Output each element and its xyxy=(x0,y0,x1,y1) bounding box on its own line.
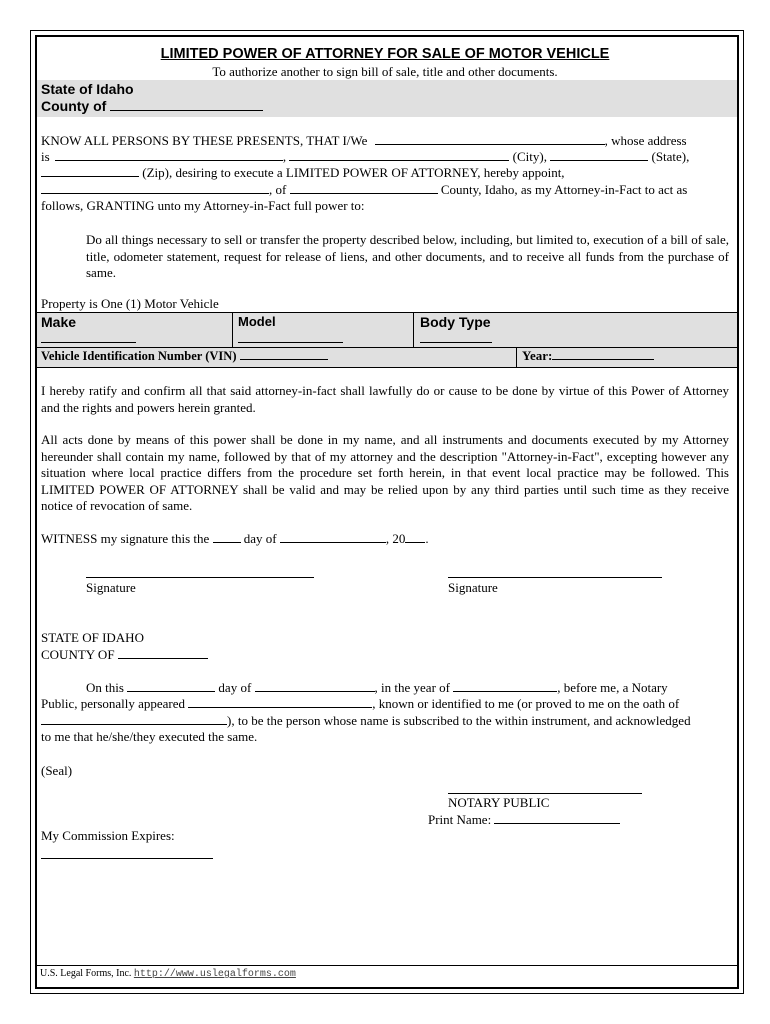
notary-county-field[interactable] xyxy=(41,647,208,663)
witness-day-blank[interactable] xyxy=(213,531,241,543)
table-bottom-rule xyxy=(37,367,737,368)
notary-line-4: to me that he/she/they executed the same. xyxy=(41,729,258,744)
signature-line-right[interactable] xyxy=(448,577,662,578)
vin-blank[interactable] xyxy=(240,348,328,360)
intro-line-5: follows, GRANTING unto my Attorney-in-Fact full power to: xyxy=(41,198,365,213)
intro-text-1b: , whose address xyxy=(604,133,687,148)
witness-text-a: WITNESS my signature this the xyxy=(41,531,210,546)
zip-blank[interactable] xyxy=(41,165,139,177)
document-title: LIMITED POWER OF ATTORNEY FOR SALE OF MOTOR VEHICLE xyxy=(160,46,610,62)
footer-url-link[interactable]: http://www.uslegalforms.com xyxy=(133,969,296,980)
notary-line-3 xyxy=(41,713,691,729)
oath-name-blank[interactable] xyxy=(41,713,227,725)
state-label: State of Idaho xyxy=(41,81,134,97)
year-field[interactable] xyxy=(522,348,654,364)
seal-label: (Seal) xyxy=(41,763,73,778)
county-blank[interactable] xyxy=(110,99,263,111)
property-label: Property is One (1) Motor Vehicle xyxy=(41,296,219,311)
county-label: County of xyxy=(41,98,107,114)
vin-label: Vehicle Identification Number (VIN) xyxy=(41,349,237,363)
model-label: Model xyxy=(238,314,276,329)
intro-line-2 xyxy=(41,149,689,165)
attorney-county-blank[interactable] xyxy=(290,182,438,194)
witness-month-blank[interactable] xyxy=(280,531,386,543)
intro-text-3a: (Zip), desiring to execute a LIMITED POWER OF ATTORNEY, hereby appoint, xyxy=(142,165,565,180)
table-divider-1 xyxy=(232,312,233,347)
notary-state: STATE OF IDAHO xyxy=(41,630,144,645)
footer xyxy=(40,968,296,980)
intro-text-4b: County, Idaho, as my Attorney-in-Fact to act as xyxy=(440,182,688,197)
intro-text-2b: , xyxy=(282,149,287,164)
notary-signature-line[interactable] xyxy=(448,793,642,794)
notary-day-blank[interactable] xyxy=(127,680,215,692)
signature-label-right: Signature xyxy=(448,580,498,595)
notary-line-2 xyxy=(41,696,679,712)
witness-year-blank[interactable] xyxy=(405,531,425,543)
intro-text-1a: KNOW ALL PERSONS BY THESE PRESENTS, THAT I/We xyxy=(41,133,368,148)
ratify-paragraph: I hereby ratify and confirm all that said attorney-in-fact shall lawfully do or cause to be done by virtue of this Power of Attorney and the rights and powers herein granted. xyxy=(41,383,729,415)
print-name-blank[interactable] xyxy=(494,812,620,824)
commission-label: My Commission Expires: xyxy=(41,828,175,843)
notary-county-blank[interactable] xyxy=(118,647,208,659)
intro-line-1 xyxy=(41,133,687,149)
witness-line xyxy=(41,531,429,547)
intro-text-2c: (City), xyxy=(512,149,547,164)
attorney-name-blank[interactable] xyxy=(41,182,269,194)
notary-text-2b: , known or identified to me (or proved to me on the oath of xyxy=(372,696,680,711)
powers-paragraph: Do all things necessary to sell or transfer the property described below, including, but limited to, execution of a bill of sale, title, odometer statement, request for release of liens, and other documents, and to receive all funds from the purchase of same. xyxy=(86,232,729,280)
intro-line-3 xyxy=(41,165,565,181)
model-blank[interactable] xyxy=(238,342,343,343)
notary-year-blank[interactable] xyxy=(453,680,557,692)
city-blank[interactable] xyxy=(289,149,509,161)
appeared-name-blank[interactable] xyxy=(188,696,372,708)
body-type-blank[interactable] xyxy=(420,342,492,343)
signature-line-left[interactable] xyxy=(86,577,314,578)
notary-line-1 xyxy=(86,680,668,696)
notary-text-3a: ), to be the person whose name is subscribed to the within instrument, and acknowledged xyxy=(227,713,691,728)
notary-county-label: COUNTY OF xyxy=(41,647,115,662)
principal-name-blank[interactable] xyxy=(375,133,605,145)
street-address-blank[interactable] xyxy=(55,149,283,161)
vin-field[interactable] xyxy=(41,348,328,364)
acts-paragraph: All acts done by means of this power shall be done in my name, and all instruments and documents executed by my Attorney hereunder shall contain my name, followed by that of my attorney and the description "Attorney-in-Fact", excepting however any situation where local practice differs from the procedure set forth herein, in that event local practice may be followed. This LIMITED POWER OF ATTORNEY shall be valid and may be relied upon by any third parties until such time as they receive notice of revocation of same. xyxy=(41,432,729,513)
intro-text-4a: , of xyxy=(269,182,287,197)
table-top-rule xyxy=(37,312,737,313)
notary-public-label: NOTARY PUBLIC xyxy=(448,795,550,810)
print-name-label: Print Name: xyxy=(428,812,492,827)
notary-text-1d: , before me, a Notary xyxy=(557,680,668,695)
year-label: Year: xyxy=(522,348,553,363)
intro-line-4 xyxy=(41,182,687,198)
year-blank[interactable] xyxy=(552,348,654,360)
intro-text-2d: (State), xyxy=(651,149,690,164)
county-field[interactable] xyxy=(41,98,263,114)
notary-month-blank[interactable] xyxy=(255,680,375,692)
make-label: Make xyxy=(41,314,77,330)
notary-text-1a: On this xyxy=(86,680,124,695)
footer-company: U.S. Legal Forms, Inc. xyxy=(40,968,132,979)
intro-text-2a: is xyxy=(41,149,50,164)
footer-rule xyxy=(37,965,737,966)
table-divider-3 xyxy=(516,347,517,367)
make-blank[interactable] xyxy=(41,342,136,343)
state-blank[interactable] xyxy=(550,149,648,161)
notary-text-1b: day of xyxy=(218,680,252,695)
notary-text-1c: , in the year of xyxy=(374,680,450,695)
table-divider-2 xyxy=(413,312,414,347)
witness-text-d: . xyxy=(425,531,429,546)
notary-text-2a: Public, personally appeared xyxy=(41,696,186,711)
signature-label-left: Signature xyxy=(86,580,136,595)
print-name-field[interactable] xyxy=(428,812,620,828)
witness-text-b: day of xyxy=(243,531,277,546)
witness-text-c: , 20 xyxy=(385,531,406,546)
commission-blank[interactable] xyxy=(41,858,213,859)
body-type-label: Body Type xyxy=(420,314,491,330)
document-subtitle: To authorize another to sign bill of sale, title and other documents. xyxy=(212,64,558,79)
